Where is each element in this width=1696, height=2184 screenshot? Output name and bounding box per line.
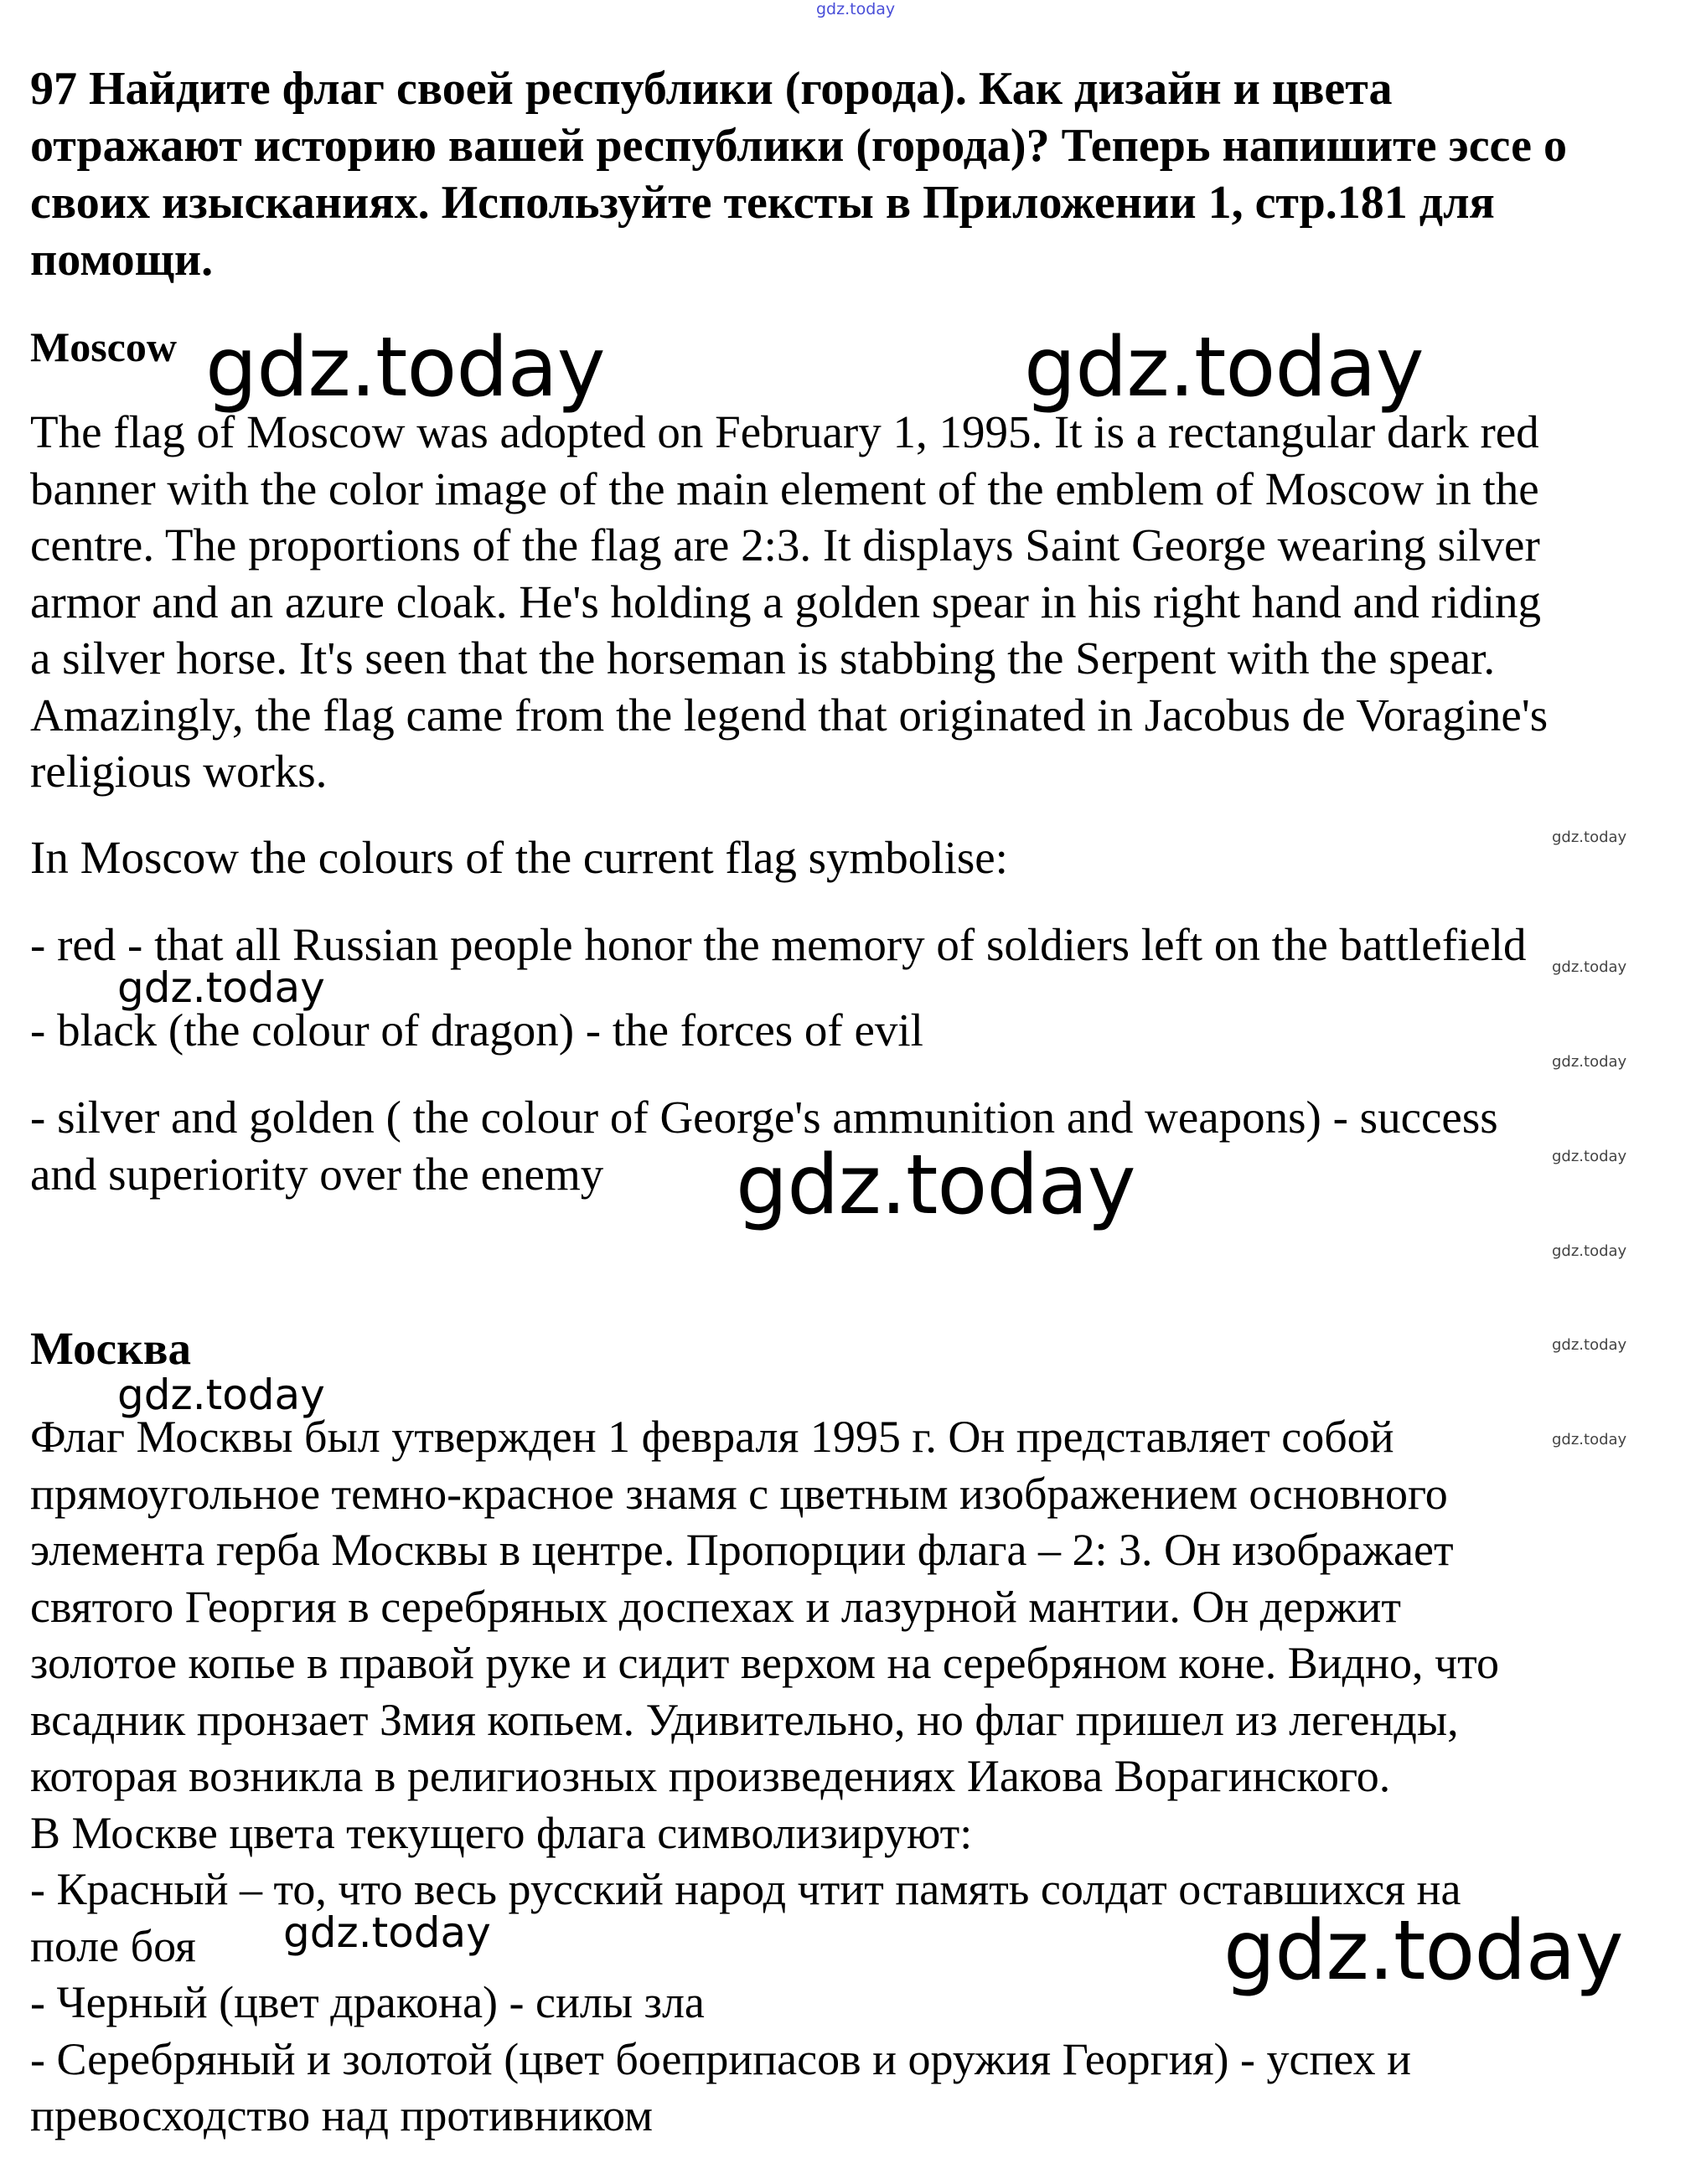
paragraph-line: and superiority over the enemy — [30, 1148, 604, 1200]
watermark-small: gdz.today — [1552, 829, 1627, 846]
english-paragraph — [30, 404, 1673, 800]
watermark-small: gdz.today — [1552, 1336, 1627, 1354]
paragraph-line: В Москве цвета текущего флага символизируют: — [30, 1807, 973, 1858]
paragraph-line: - silver and golden ( the colour of George's ammunition and weapons) - success — [30, 1092, 1498, 1143]
paragraph-line: a silver horse. It's seen that the horseman is stabbing the Serpent with the spear. — [30, 632, 1496, 684]
paragraph-line: поле боя — [30, 1920, 196, 1971]
english-heading: Moscow — [30, 323, 177, 370]
colour-item-black: - black (the colour of dragon) - the forces of evil — [30, 1004, 923, 1056]
paragraph-line: - Красный – то, что весь русский народ чтит память солдат оставшихся на — [30, 1864, 1461, 1914]
watermark-small: gdz.today — [1552, 1242, 1627, 1260]
russian-text — [30, 1409, 1673, 2145]
paragraph-line: Amazingly, the flag came from the legend that originated in Jacobus de Voragine's — [30, 689, 1549, 741]
watermark-small: gdz.today — [1552, 1431, 1627, 1448]
task-line: своих изысканиях. Используйте тексты в Приложении 1, стр.181 для — [30, 177, 1495, 229]
colour-item-red: - red - that all Russian people honor the memory of soldiers left on the battlefield — [30, 919, 1527, 970]
watermark-small: gdz.today — [1552, 1053, 1627, 1071]
watermark-medium: gdz.today — [117, 963, 325, 1012]
watermark-medium: gdz.today — [283, 1908, 491, 1957]
task-line: 97 Найдите флаг своей республики (города). Как дизайн и цвета — [30, 63, 1393, 115]
paragraph-line: religious works. — [30, 746, 328, 797]
russian-heading: Москва — [30, 1323, 191, 1374]
paragraph-line: превосходство над противником — [30, 2090, 654, 2140]
paragraph-line: banner with the color image of the main element of the emblem of Moscow in the — [30, 462, 1539, 514]
paragraph-line: которая возникла в религиозных произведениях Иакова Ворагинского. — [30, 1751, 1391, 1801]
task-heading — [30, 60, 1656, 288]
paragraph-line: святого Георгия в серебряных доспехах и лазурной мантии. Он держит — [30, 1581, 1402, 1632]
task-line: отражают историю вашей республики (города)? Теперь напишите эссе о — [30, 120, 1567, 172]
watermark-large: gdz.today — [736, 1138, 1135, 1233]
watermark-large: gdz.today — [1223, 1903, 1623, 1999]
colours-intro: In Moscow the colours of the current flag symbolise: — [30, 832, 1008, 883]
paragraph-line: всадник пронзает Змия копьем. Удивительно, но флаг пришел из легенды, — [30, 1694, 1459, 1745]
watermark-large: gdz.today — [1024, 320, 1424, 416]
paragraph-line: - Серебряный и золотой (цвет боеприпасов и оружия Георгия) - успех и — [30, 2033, 1412, 2084]
paragraph-line: прямоугольное темно-красное знамя с цветным изображением основного — [30, 1468, 1448, 1519]
paragraph-line: centre. The proportions of the flag are 2:3. It displays Saint George wearing silver — [30, 519, 1540, 571]
watermark-small: gdz.today — [1552, 958, 1627, 976]
paragraph-line: - Черный (цвет дракона) - силы зла — [30, 1977, 705, 2027]
paragraph-line: The flag of Moscow was adopted on February 1, 1995. It is a rectangular dark red — [30, 406, 1539, 457]
paragraph-line: Флаг Москвы был утвержден 1 февраля 1995 г. Он представляет собой — [30, 1412, 1394, 1462]
watermark-medium: gdz.today — [117, 1371, 325, 1419]
watermark-top: gdz.today — [816, 0, 896, 18]
watermark-small: gdz.today — [1552, 1148, 1627, 1165]
task-line: помощи. — [30, 234, 214, 286]
watermark-large: gdz.today — [205, 320, 605, 416]
paragraph-line: элемента герба Москвы в центре. Пропорции флага – 2: 3. Он изображает — [30, 1525, 1454, 1575]
paragraph-line: armor and an azure cloak. He's holding a golden spear in his right hand and riding — [30, 576, 1541, 627]
paragraph-line: золотое копье в правой руке и сидит верхом на серебряном коне. Видно, что — [30, 1638, 1500, 1688]
